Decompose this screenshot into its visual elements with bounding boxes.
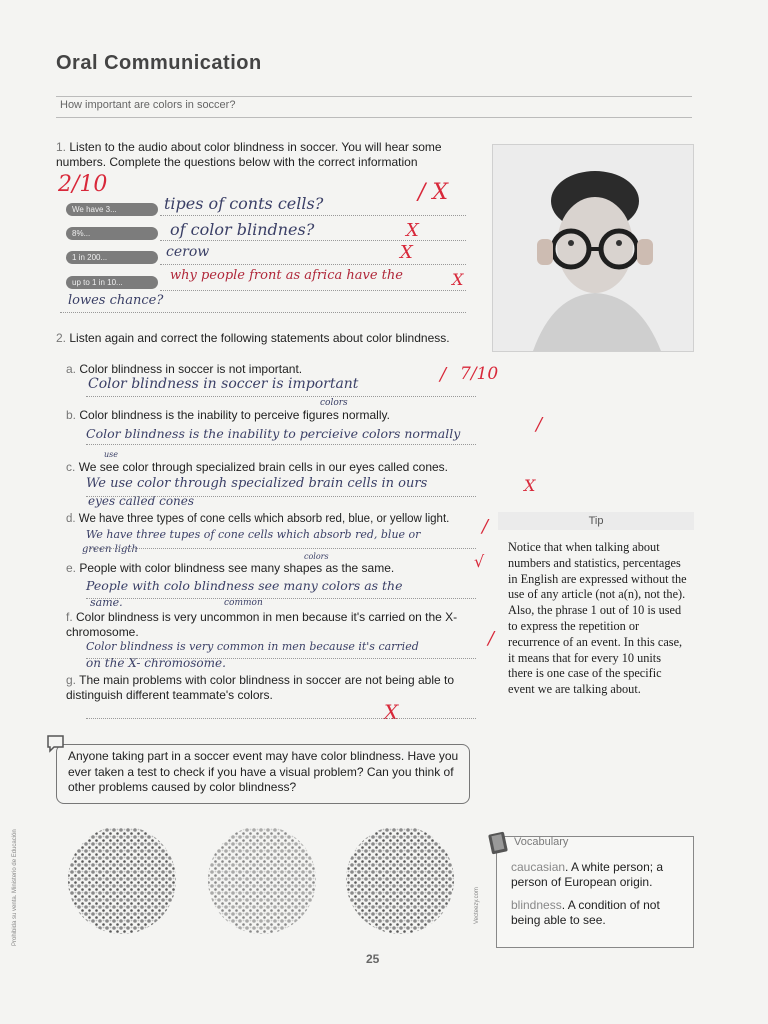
row4-line2 bbox=[60, 312, 466, 313]
item-a-mark: / bbox=[440, 364, 447, 385]
row4-line bbox=[160, 290, 466, 291]
item-f-letter: f. bbox=[66, 610, 73, 624]
item-c-line bbox=[86, 496, 476, 497]
row3-answer: cerow bbox=[166, 244, 210, 260]
vocabulary-heading: Vocabulary bbox=[514, 836, 569, 848]
section1-text: Listen to the audio about color blindness in soccer. You will hear some numbers. Complete the questions below with the correct information bbox=[56, 140, 442, 169]
item-g-text: The main problems with color blindness in soccer are not being able to distinguish different teammate's colors. bbox=[66, 673, 455, 702]
row2-mark: X bbox=[406, 220, 419, 241]
row4-mark: X bbox=[452, 270, 464, 289]
row1-answer: tipes of conts cells? bbox=[164, 194, 324, 213]
section2-score: 7/10 bbox=[460, 364, 499, 384]
item-c bbox=[66, 460, 486, 475]
item-b-letter: b. bbox=[66, 408, 77, 422]
item-e-line bbox=[86, 598, 476, 599]
item-a-letter: a. bbox=[66, 362, 77, 376]
row1-mark: / X bbox=[418, 180, 449, 205]
row3-mark: X bbox=[400, 242, 413, 263]
item-d-answer: We have three tupes of cone cells which absorb red, blue or bbox=[86, 528, 421, 541]
item-e bbox=[66, 561, 486, 576]
row2-line bbox=[160, 240, 466, 241]
speech-bubble-icon bbox=[46, 734, 66, 754]
item-e-text: People with color blindness see many shapes as the same. bbox=[79, 561, 395, 575]
book-icon bbox=[486, 830, 512, 856]
item-g-letter: g. bbox=[66, 673, 77, 687]
item-d-text: We have three types of cone cells which absorb red, blue, or yellow light. bbox=[78, 513, 450, 525]
section1-instruction bbox=[56, 140, 476, 170]
vocab-def-blindness: . A condition of not being able to see. bbox=[511, 898, 660, 927]
item-d-answer-2: green ligth bbox=[82, 544, 138, 555]
item-d bbox=[66, 512, 486, 527]
discussion-text: Anyone taking part in a soccer event may have color blindness. Have you ever taken a test to check if you have a visual problem? Can you think of other problems caused by color blindness? bbox=[68, 749, 459, 794]
item-e-answer-2: same. bbox=[90, 596, 123, 609]
tip-text: Notice that when talking about numbers and statistics, percentages in English are expressed without the use of any article (not a(n), not the). Also, the phrase 1 out of 10 is used to express the repetition or recurrence of an event. In this case, it means that for every 10 units there is one case of the specific event we are talking about. bbox=[508, 540, 687, 697]
section1-score: 2/10 bbox=[58, 172, 108, 197]
item-b bbox=[66, 408, 476, 423]
image-credit: Vecteezy.com bbox=[474, 887, 480, 924]
row3-label: 1 in 200... bbox=[66, 251, 158, 264]
ishihara-plate-2 bbox=[208, 828, 316, 934]
row4-label: up to 1 in 10... bbox=[66, 276, 158, 289]
page-title: Oral Communication bbox=[56, 52, 262, 74]
item-d-letter: d. bbox=[66, 513, 76, 525]
vocabulary-entries bbox=[511, 860, 685, 928]
item-b-answer: Color blindness is the inability to percieive colors normally bbox=[86, 426, 461, 441]
row2-answer: of color blindnes? bbox=[170, 220, 315, 239]
vocab-entry-caucasian bbox=[511, 860, 685, 890]
item-f-answer-2: on the X- chromosome. bbox=[86, 656, 226, 670]
item-c-text: We see color through specialized brain cells in our eyes called cones. bbox=[78, 460, 448, 474]
section2-instruction bbox=[56, 331, 486, 346]
item-c-letter: c. bbox=[66, 460, 76, 474]
item-a-text: Color blindness in soccer is not important. bbox=[79, 362, 303, 376]
vocab-def-caucasian: . A white person; a person of European origin. bbox=[511, 860, 664, 889]
item-g-line bbox=[86, 718, 476, 719]
item-f-line bbox=[86, 658, 476, 659]
item-b-mark: / bbox=[536, 414, 543, 435]
item-e-answer: People with colo blindness see many colors as the bbox=[86, 578, 403, 593]
item-f-note: common bbox=[224, 598, 263, 608]
vocab-term-caucasian: caucasian bbox=[511, 860, 566, 874]
item-b-note: colors bbox=[320, 398, 348, 408]
subtitle: How important are colors in soccer? bbox=[60, 99, 236, 111]
section2-text: Listen again and correct the following statements about color blindness. bbox=[69, 331, 450, 345]
item-e-note: colors bbox=[304, 552, 329, 561]
item-c-answer-2: eyes called cones bbox=[88, 494, 195, 508]
ishihara-plate-1 bbox=[68, 828, 176, 934]
boy-glasses-photo bbox=[492, 144, 694, 352]
item-g-mark: X bbox=[384, 700, 399, 724]
section1-number: 1. bbox=[56, 140, 67, 154]
item-c-mark: X bbox=[524, 476, 536, 495]
item-d-mark: / bbox=[482, 516, 489, 537]
item-d-line bbox=[86, 548, 476, 549]
item-e-mark: √ bbox=[474, 552, 485, 571]
item-a-line bbox=[86, 396, 476, 397]
item-f-text: Color blindness is very uncommon in men because it's carried on the X-chromosome. bbox=[66, 610, 458, 639]
section2-number: 2. bbox=[56, 331, 67, 345]
row4-continuation: lowes chance? bbox=[68, 293, 164, 308]
page-number: 25 bbox=[366, 952, 380, 966]
row3-line bbox=[160, 264, 466, 265]
tip-heading: Tip bbox=[498, 512, 694, 530]
side-disclaimer: Prohibida su venta. Ministerio de Educación bbox=[12, 829, 18, 946]
item-f-answer: Color blindness is very common in men because it's carried bbox=[86, 640, 419, 653]
ishihara-plates bbox=[56, 828, 486, 938]
row1-line bbox=[160, 215, 466, 216]
row2-label: 8%... bbox=[66, 227, 158, 240]
item-b-text: Color blindness is the inability to perceive figures normally. bbox=[79, 408, 390, 422]
row1-label: We have 3... bbox=[66, 203, 158, 216]
item-e-letter: e. bbox=[66, 561, 77, 575]
item-g bbox=[66, 673, 476, 703]
item-f bbox=[66, 610, 476, 640]
row4-answer: why people front as africa have the bbox=[170, 268, 403, 283]
vocab-entry-blindness bbox=[511, 898, 685, 928]
item-c-note: use bbox=[104, 450, 118, 459]
item-a-answer: Color blindness in soccer is important bbox=[88, 376, 359, 392]
item-f-mark: / bbox=[488, 628, 495, 649]
item-b-line bbox=[86, 444, 476, 445]
ishihara-plate-3 bbox=[346, 828, 454, 934]
item-c-answer: We use color through specialized brain cells in ours bbox=[86, 476, 428, 491]
item-a bbox=[66, 362, 476, 377]
vocab-term-blindness: blindness bbox=[511, 898, 562, 912]
photo-illustration bbox=[493, 145, 693, 351]
